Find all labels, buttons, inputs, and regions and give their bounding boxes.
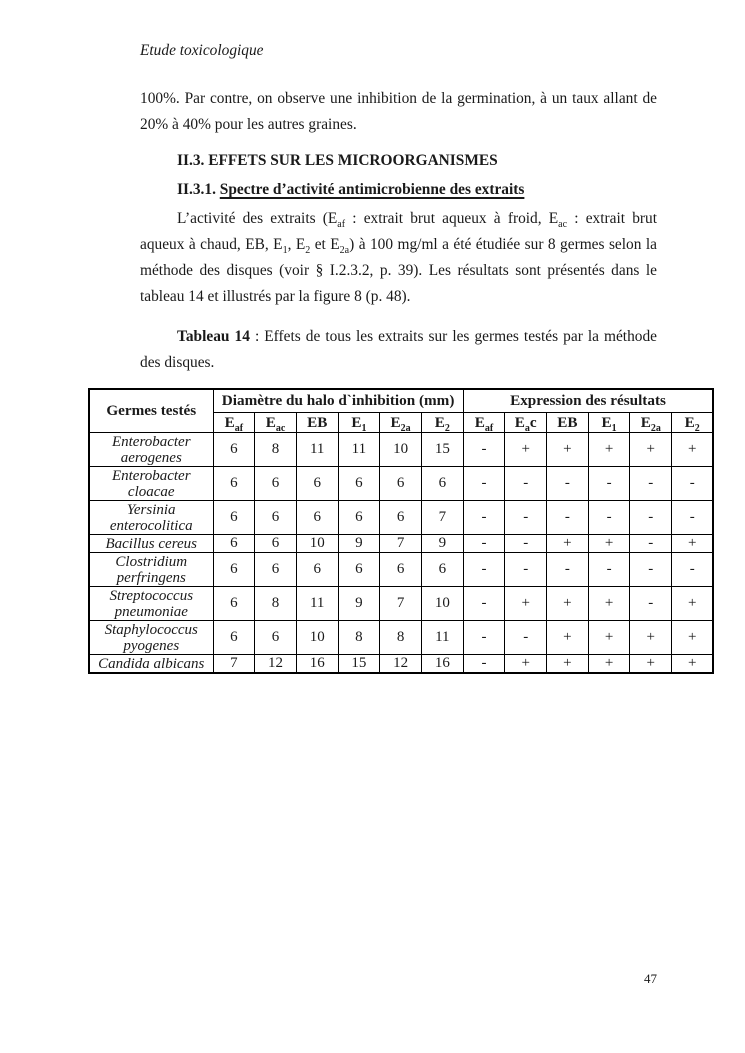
expr-value-cell: + bbox=[588, 587, 630, 621]
table-row bbox=[89, 467, 713, 501]
diam-value-cell: 11 bbox=[296, 587, 338, 621]
expr-value-cell: + bbox=[505, 587, 547, 621]
germ-name-cell: Candida albicans bbox=[89, 655, 213, 674]
expr-value-cell: + bbox=[672, 587, 714, 621]
diam-value-cell: 6 bbox=[255, 501, 297, 535]
expr-value-cell: - bbox=[630, 587, 672, 621]
subsection-number: II.3.1. bbox=[177, 181, 220, 198]
diam-value-cell: 6 bbox=[255, 621, 297, 655]
diam-value-cell: 9 bbox=[421, 535, 463, 553]
diam-value-cell: 12 bbox=[380, 655, 422, 674]
results-table bbox=[88, 388, 714, 674]
diam-value-cell: 6 bbox=[213, 501, 255, 535]
diam-value-cell: 10 bbox=[421, 587, 463, 621]
diam-value-cell: 7 bbox=[213, 655, 255, 674]
expr-value-cell: - bbox=[547, 467, 589, 501]
diam-value-cell: 6 bbox=[338, 553, 380, 587]
subsection-title: Spectre d’activité antimicrobienne des extraits bbox=[219, 181, 525, 198]
expr-value-cell: - bbox=[630, 501, 672, 535]
subheader-expr-e2a: $E_{2a}$ bbox=[630, 413, 672, 433]
paragraph-continuation: 100%. Par contre, on observe une inhibition de la germination, à un taux allant de 20% à 40% pour les autres graines. bbox=[140, 90, 657, 133]
diam-value-cell: 8 bbox=[255, 587, 297, 621]
expr-value-cell: + bbox=[630, 433, 672, 467]
expr-value-cell: + bbox=[547, 433, 589, 467]
expr-value-cell: + bbox=[588, 433, 630, 467]
diam-value-cell: 6 bbox=[380, 467, 422, 501]
expr-value-cell: - bbox=[588, 553, 630, 587]
expr-value-cell: - bbox=[463, 467, 505, 501]
diam-value-cell: 6 bbox=[213, 467, 255, 501]
table-row bbox=[89, 655, 713, 674]
expr-value-cell: - bbox=[630, 553, 672, 587]
expr-value-cell: - bbox=[505, 553, 547, 587]
diam-value-cell: 12 bbox=[255, 655, 297, 674]
diam-value-cell: 8 bbox=[255, 433, 297, 467]
subheader-diam-e2: $E_2$ bbox=[421, 413, 463, 433]
page-number: 47 bbox=[644, 971, 657, 986]
expr-value-cell: + bbox=[672, 621, 714, 655]
expr-value-cell: - bbox=[630, 467, 672, 501]
diam-value-cell: 16 bbox=[421, 655, 463, 674]
germ-name-cell: Enterobacter cloacae bbox=[89, 467, 213, 501]
diam-value-cell: 7 bbox=[380, 587, 422, 621]
expr-value-cell: - bbox=[463, 501, 505, 535]
diam-value-cell: 6 bbox=[421, 553, 463, 587]
diam-value-cell: 6 bbox=[296, 467, 338, 501]
expr-value-cell: - bbox=[463, 553, 505, 587]
germ-name-cell: Streptococcus pneumoniae bbox=[89, 587, 213, 621]
subheader-expr-eaf: $E_{af}$ bbox=[463, 413, 505, 433]
running-header: Etude toxicologique bbox=[140, 42, 264, 59]
germ-name-cell: Staphylococcus pyogenes bbox=[89, 621, 213, 655]
diam-value-cell: 6 bbox=[255, 467, 297, 501]
diam-value-cell: 16 bbox=[296, 655, 338, 674]
expr-value-cell: - bbox=[505, 467, 547, 501]
table-row bbox=[89, 553, 713, 587]
diam-value-cell: 7 bbox=[380, 535, 422, 553]
germ-name-cell: Clostridium perfringens bbox=[89, 553, 213, 587]
diam-value-cell: 6 bbox=[213, 621, 255, 655]
expr-value-cell: - bbox=[463, 655, 505, 674]
diam-value-cell: 6 bbox=[380, 501, 422, 535]
expr-value-cell: - bbox=[547, 501, 589, 535]
germ-name-cell: Yersinia enterocolitica bbox=[89, 501, 213, 535]
expr-value-cell: + bbox=[505, 433, 547, 467]
group-header-diameter: Diamètre du halo d`inhibition (mm) bbox=[213, 389, 463, 413]
table-row bbox=[89, 501, 713, 535]
expr-value-cell: + bbox=[588, 655, 630, 674]
subheader-expr-eb: EB bbox=[547, 413, 589, 433]
subsection-heading bbox=[177, 180, 524, 200]
diam-value-cell: 8 bbox=[380, 621, 422, 655]
subheader-expr-e2: $E_2$ bbox=[672, 413, 714, 433]
diam-value-cell: 7 bbox=[421, 501, 463, 535]
expr-value-cell: - bbox=[463, 587, 505, 621]
expr-value-cell: - bbox=[505, 501, 547, 535]
germ-name-cell: Bacillus cereus bbox=[89, 535, 213, 553]
expr-value-cell: - bbox=[505, 621, 547, 655]
subheader-diam-eaf: $E_{af}$ bbox=[213, 413, 255, 433]
diam-value-cell: 6 bbox=[380, 553, 422, 587]
table-caption bbox=[140, 324, 657, 376]
subheader-diam-e1: $E_1$ bbox=[338, 413, 380, 433]
diam-value-cell: 15 bbox=[421, 433, 463, 467]
table-caption-text: : Effets de tous les extraits sur les germes testés par la méthode des disques. bbox=[140, 328, 657, 371]
diam-value-cell: 6 bbox=[213, 553, 255, 587]
diam-value-cell: 6 bbox=[255, 535, 297, 553]
expr-value-cell: - bbox=[463, 621, 505, 655]
table-row bbox=[89, 535, 713, 553]
expr-value-cell: + bbox=[547, 655, 589, 674]
diam-value-cell: 6 bbox=[213, 587, 255, 621]
diam-value-cell: 11 bbox=[421, 621, 463, 655]
expr-value-cell: + bbox=[672, 535, 714, 553]
diam-value-cell: 15 bbox=[338, 655, 380, 674]
table-row bbox=[89, 587, 713, 621]
diam-value-cell: 6 bbox=[338, 467, 380, 501]
table-row bbox=[89, 433, 713, 467]
expr-value-cell: + bbox=[505, 655, 547, 674]
diam-value-cell: 10 bbox=[380, 433, 422, 467]
expr-value-cell: + bbox=[588, 621, 630, 655]
expr-value-cell: - bbox=[505, 535, 547, 553]
expr-value-cell: + bbox=[630, 655, 672, 674]
group-header-expression: Expression des résultats bbox=[463, 389, 713, 413]
germ-name-cell: Enterobacter aerogenes bbox=[89, 433, 213, 467]
diam-value-cell: 6 bbox=[213, 433, 255, 467]
expr-value-cell: - bbox=[672, 553, 714, 587]
expr-value-cell: - bbox=[672, 467, 714, 501]
diam-value-cell: 9 bbox=[338, 587, 380, 621]
diam-value-cell: 6 bbox=[255, 553, 297, 587]
diam-value-cell: 6 bbox=[296, 501, 338, 535]
table-row bbox=[89, 621, 713, 655]
expr-value-cell: - bbox=[672, 501, 714, 535]
expr-value-cell: - bbox=[630, 535, 672, 553]
diam-value-cell: 6 bbox=[421, 467, 463, 501]
diam-value-cell: 6 bbox=[338, 501, 380, 535]
diam-value-cell: 6 bbox=[213, 535, 255, 553]
diam-value-cell: 10 bbox=[296, 535, 338, 553]
diam-value-cell: 6 bbox=[296, 553, 338, 587]
diam-value-cell: 11 bbox=[296, 433, 338, 467]
expr-value-cell: + bbox=[547, 587, 589, 621]
expr-value-cell: + bbox=[547, 621, 589, 655]
table-caption-label: Tableau 14 bbox=[177, 328, 250, 345]
expr-value-cell: + bbox=[672, 655, 714, 674]
intro-paragraph: L’activité des extraits ($E_{af}$ : extrait brut aqueux à froid, $E_{ac}$ : extrait brut aqueux à chaud, EB, $E_1$, $E_2$ et $E_{2a}$) à 100 mg/ml a été étudiée sur 8 germes selon la méthode des disques (voir § I.2.3.2, p. 39). Les résultats sont présentés dans le tableau 14 et illustrés par la figure 8 (p. 48). bbox=[140, 210, 657, 305]
subheader-expr-eac: $E_ac$ bbox=[505, 413, 547, 433]
section-heading: II.3. EFFETS SUR LES MICROORGANISMES bbox=[177, 152, 498, 169]
expr-value-cell: - bbox=[463, 433, 505, 467]
subheader-expr-e1: $E_1$ bbox=[588, 413, 630, 433]
subheader-diam-e2a: $E_{2a}$ bbox=[380, 413, 422, 433]
expr-value-cell: - bbox=[588, 501, 630, 535]
expr-value-cell: + bbox=[547, 535, 589, 553]
expr-value-cell: + bbox=[630, 621, 672, 655]
col-header-germes: Germes testés bbox=[89, 389, 213, 433]
diam-value-cell: 9 bbox=[338, 535, 380, 553]
diam-value-cell: 8 bbox=[338, 621, 380, 655]
subheader-diam-eac: $E_{ac}$ bbox=[255, 413, 297, 433]
diam-value-cell: 10 bbox=[296, 621, 338, 655]
expr-value-cell: - bbox=[547, 553, 589, 587]
diam-value-cell: 11 bbox=[338, 433, 380, 467]
expr-value-cell: + bbox=[588, 535, 630, 553]
expr-value-cell: - bbox=[463, 535, 505, 553]
expr-value-cell: + bbox=[672, 433, 714, 467]
expr-value-cell: - bbox=[588, 467, 630, 501]
subheader-diam-eb: EB bbox=[296, 413, 338, 433]
